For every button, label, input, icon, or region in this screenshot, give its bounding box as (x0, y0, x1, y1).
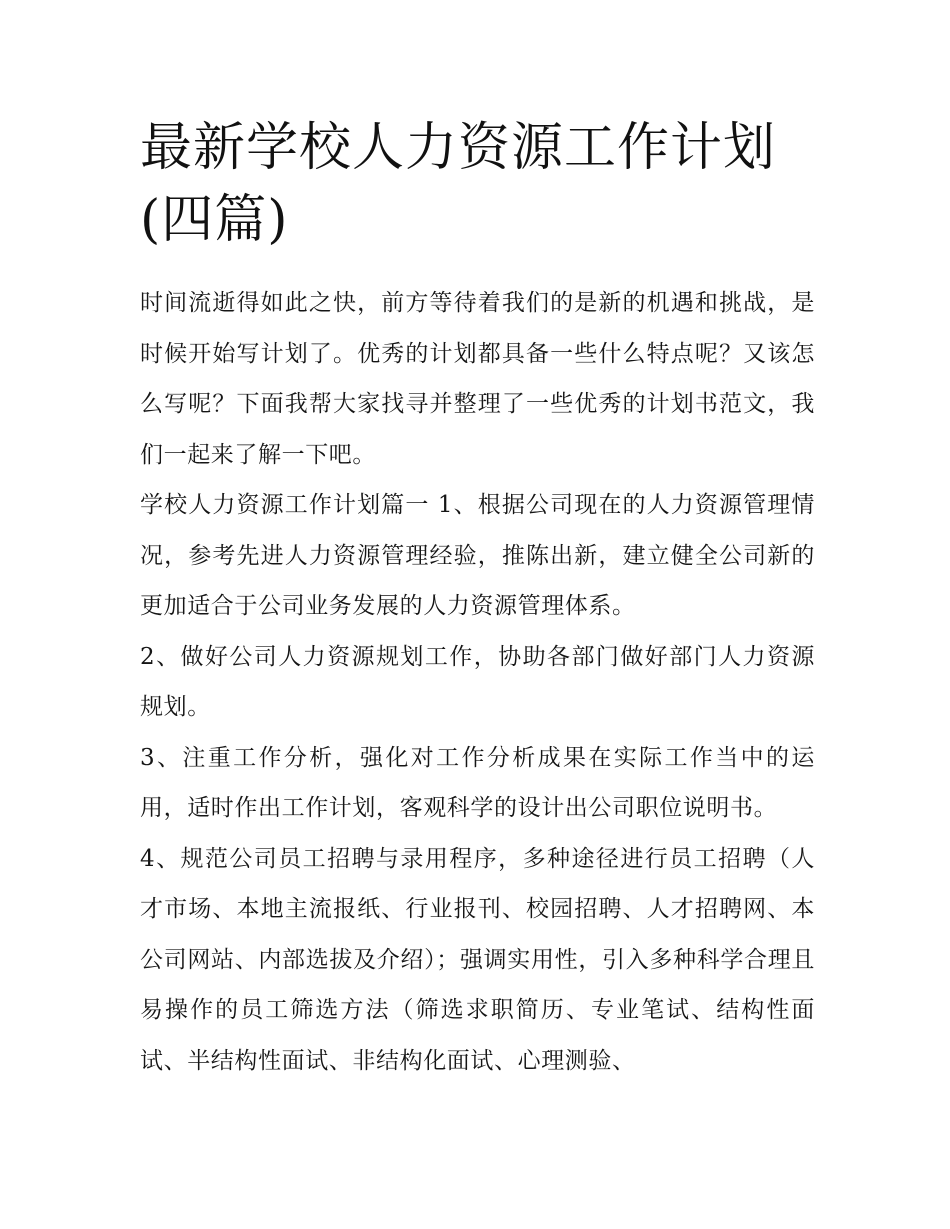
paragraph-item-3: 3、注重工作分析，强化对工作分析成果在实际工作当中的运用，适时作出工作计划，客观科学的设计出公司职位说明书。 (140, 744, 815, 821)
paragraph-intro: 时间流逝得如此之快，前方等待着我们的是新的机遇和挑战，是时候开始写计划了。优秀的计划都具备一些什么特点呢？又该怎么写呢？下面我帮大家找寻并整理了一些优秀的计划书范文，我们一起来了解一下吧。 (140, 290, 815, 468)
paragraph-item-2: 2、做好公司人力资源规划工作，协助各部门做好部门人力资源规划。 (140, 643, 815, 720)
paragraph-item-1: 学校人力资源工作计划篇一 1、根据公司现在的人力资源管理情况，参考先进人力资源管理经验，推陈出新，建立健全公司新的更加适合于公司业务发展的人力资源管理体系。 (140, 492, 815, 619)
document-title: 最新学校人力资源工作计划(四篇) (140, 118, 777, 250)
paragraph-item-4: 4、规范公司员工招聘与录用程序，多种途径进行员工招聘（人才市场、本地主流报纸、行业报刊、校园招聘、人才招聘网、本公司网站、内部选拔及介绍）；强调实用性，引入多种科学合理且易操作的员工筛选方法（筛选求职简历、专业笔试、结构性面试、半结构性面试、非结构化面试、心理测验、 (140, 845, 815, 1074)
document-body (140, 278, 815, 1086)
